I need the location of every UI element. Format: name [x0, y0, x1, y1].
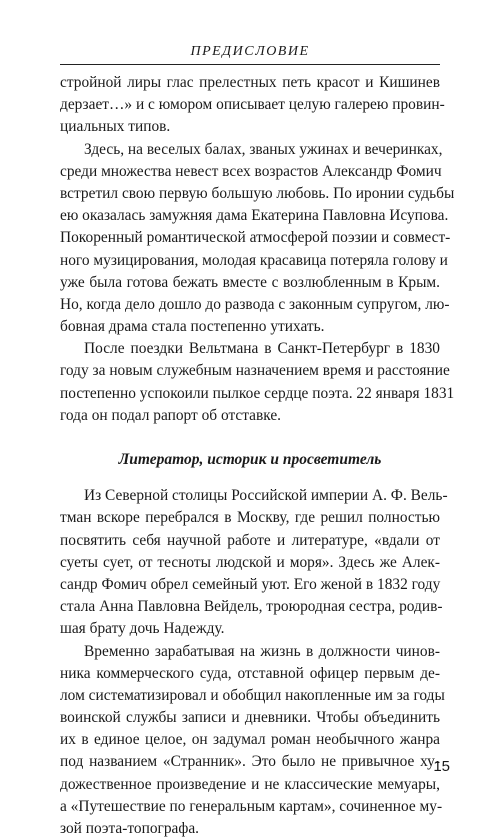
page-number: 15	[420, 758, 450, 775]
section-heading: Литератор, историк и просветитель	[60, 449, 440, 471]
paragraph	[60, 485, 440, 640]
text-line: тман вскоре перебрался в Москву, где решил полностью	[60, 507, 440, 529]
text-line: зой поэта-топографа.	[60, 818, 440, 840]
text-block-1	[60, 72, 440, 427]
paragraph	[60, 139, 440, 339]
text-line: дерзает…» и с юмором описывает целую галерею провин-	[60, 94, 440, 116]
text-line: году за новым служебным назначением время и расстояние	[60, 360, 440, 382]
text-block-2	[60, 485, 440, 840]
text-line: циальных типов.	[60, 116, 440, 138]
text-line: сандр Фомич обрел семейный уют. Его женой в 1832 году	[60, 574, 440, 596]
text-line: их в единое целое, он задумал роман необычного жанра	[60, 729, 440, 751]
text-line: посвятить себя научной работе и литературе, «вдали от	[60, 530, 440, 552]
paragraph	[60, 641, 440, 840]
text-line: воинской службы записи и дневники. Чтобы объединить	[60, 707, 440, 729]
text-line: ею оказалась замужняя дама Екатерина Павловна Исупова.	[60, 205, 440, 227]
text-line: стройной лиры глас прелестных петь красот и Кишинев	[60, 72, 440, 94]
paragraph	[60, 338, 440, 427]
running-header: ПРЕДИСЛОВИЕ	[60, 44, 440, 60]
text-line: Временно зарабатывая на жизнь в должности чинов-	[60, 641, 440, 663]
text-line: Но, когда дело дошло до развода с законным супругом, лю-	[60, 294, 440, 316]
text-line: встретил свою первую большую любовь. По иронии судьбы	[60, 183, 440, 205]
header-rule	[60, 64, 440, 65]
text-line: лом систематизировал и обобщил накопленные им за годы	[60, 685, 440, 707]
text-line: ного музицирования, молодая красавица потеряла голову и	[60, 250, 440, 272]
text-line: дожественное произведение и не классические мемуары,	[60, 774, 440, 796]
text-line: Покоренный романтической атмосферой поэзии и совмест-	[60, 227, 440, 249]
text-line: шая брату дочь Надежду.	[60, 618, 440, 640]
text-line: уже была готова бежать вместе с возлюбленным в Крым.	[60, 272, 440, 294]
paragraph	[60, 72, 440, 139]
text-line: постепенно успокоили пылкое сердце поэта. 22 января 1831	[60, 383, 440, 405]
text-line: Здесь, на веселых балах, званых ужинах и вечеринках,	[60, 139, 440, 161]
text-line: стала Анна Павловна Вейдель, троюродная сестра, родив-	[60, 596, 440, 618]
text-line: а «Путешествие по генеральным картам», сочиненное му-	[60, 796, 440, 818]
text-line: После поездки Вельтмана в Санкт-Петербург в 1830	[60, 338, 440, 360]
text-line: ника коммерческого суда, отставной офицер первым де-	[60, 663, 440, 685]
text-line: бовная драма стала постепенно утихать.	[60, 316, 440, 338]
text-line: суеты сует, от тесноты людской и моря». Здесь же Алек-	[60, 552, 440, 574]
text-line: под названием «Странник». Это было не привычное ху-	[60, 751, 440, 773]
text-line: Из Северной столицы Российской империи А. Ф. Вель-	[60, 485, 440, 507]
text-line: года он подал рапорт об отставке.	[60, 405, 440, 427]
text-line: среди множества невест всех возрастов Александр Фомич	[60, 161, 440, 183]
page-body	[60, 72, 440, 840]
